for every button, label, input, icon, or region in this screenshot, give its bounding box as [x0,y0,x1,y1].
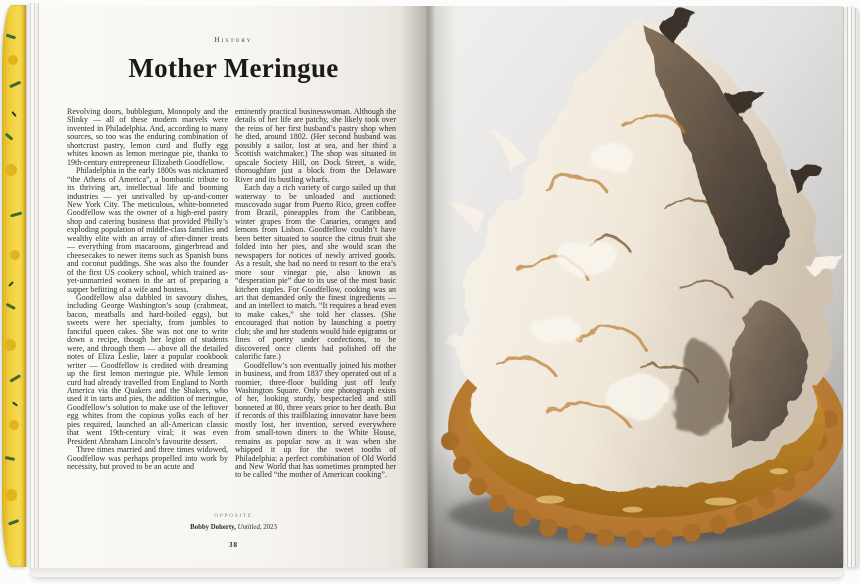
section-kicker: History [214,36,253,44]
caption-work-title: Untitled [237,523,260,531]
left-page [39,6,428,568]
paragraph: Each day a rich variety of cargo sailed up that waterway to be unloaded and auctioned: muscovado sugar from Puerto Rico, green coffee from Brazil, pineapples from the Caribbean, winter grapes from the Canaries, oranges and lemons from Lisbon. Goodfellow couldn’t have been better situated to source the citrus fruit she folded into her pies, and she would scan the newspapers for notices of newly arrived goods. As a result, she had no need to resort to the era’s more sour vinegar pie, also known as “desperation pie” due to its use of the most basic kitchen staples. For Goodfellow, cooking was an art that demanded only the finest ingredients — and an intellect to match. “It requires a head even to make cakes,” she told her classes. (She encouraged that notion by launching a poetry club; she and her students would hide epigrams or lines of poetry under confections, to be discovered once clients had polished off the calorific fare.) [235,183,396,362]
caption-year: , 2023 [259,523,277,531]
article-title: Mother Meringue [128,53,339,83]
paragraph: Three times married and three times widowed, Goodfellow was perhaps propelled into work by necessity, but proved to be an acute and [67,445,228,472]
paragraph: Philadelphia in the early 1800s was nicknamed “the Athens of America”, a bombastic tribute to its thriving art, intellectual life and booming industries — yet unrivalled by up-and-comer New York City. The meticulous, white-bonneted Goodfellow was the owner of a high-end pastry shop and catering business that provided Philly’s exploding population of middle-class families and wealthy elite with an array of after-dinner treats — everything from macaroons, gingerbread and cheesecakes to newer items such as Spanish buns and coconut puddings. She was also the founder of the first US cookery school, which trained as-yet-unmarried women in the art of preparing a supper befitting of a wife and hostess. [67,166,228,294]
caption-label: OPPOSITE [214,513,253,519]
right-page [428,6,843,568]
lemon-pattern-art [2,5,26,567]
caption-artist: Bobby Doherty, [190,523,238,531]
meringue-pie-photograph [428,6,843,568]
right-page-stack-edge [843,7,858,567]
paragraph: Goodfellow’s son eventually joined his mother in business, and from 1837 they operated out of a roomier, three-floor building just off leafy Washington Square. Only one photograph exists of her, looking sturdy, bespectacled and still bonneted at 80, three years prior to her death. But if records of this trailblazing innovator have been mostly lost, her invention, served everywhere from small-town diners to the White House, remains as popular now as it was when she whipped it up for the sweet tooths of Philadelphia: a perfect combination of Old World and New World that has sometimes prompted her to be called “the mother of American cooking”. [235,360,396,480]
text-column-2 [235,108,396,480]
photo-caption [39,513,428,531]
bottom-page-block-edge [30,568,844,577]
caption-credit [190,524,277,531]
text-column-1 [67,108,228,471]
paragraph: eminently practical businesswoman. Although the details of her life are patchy, she likely took over the reins of her first husband’s pastry shop when he died, around 1802. (Her second husband was possibly a sailor, lost at sea, and her third a Scottish watchmaker.) The shop was situated in upscale Society Hill, on Dock Street, a wide, thoroughfare just a block from the Delaware River and its bustling wharfs. [235,107,396,184]
paragraph: Goodfellow also dabbled in savoury dishes, including George Washington’s soup (crabmeat, bacon, meatballs and hard-boiled eggs), but sweets were her specialty, from jumbles to fanciful queen cakes. She was not one to write down a recipe, though her legion of students were, and through them — above all the detailed notes of Eliza Leslie, later a popular cookbook writer — Goodfellow is credited with dreaming up the first lemon meringue pie. While lemon curd had already travelled from England to North America via the Quakers and the Shakers, who used it in tarts and pies, the addition of meringue, Goodfellow’s solution to make use of the leftover egg whites from the copious yolks each of her pies required, launched an all-American classic that went 19th-century viral; it was even President Abraham Lincoln’s favourite dessert. [67,292,228,446]
page-number: 38 [229,541,238,549]
paragraph: Revolving doors, bubblegum, Monopoly and the Slinky — all of these modern marvels were invented in Philadelphia. And, according to many sources, so too was the enduring combination of shortcrust pastry, lemon curd and fluffy egg whites known as lemon meringue pie, thanks to 19th-century entrepreneur Elizabeth Goodfellow. [67,107,228,167]
book-cover-edge-lemon-pattern [2,5,26,567]
left-page-stack-edge [26,3,39,569]
